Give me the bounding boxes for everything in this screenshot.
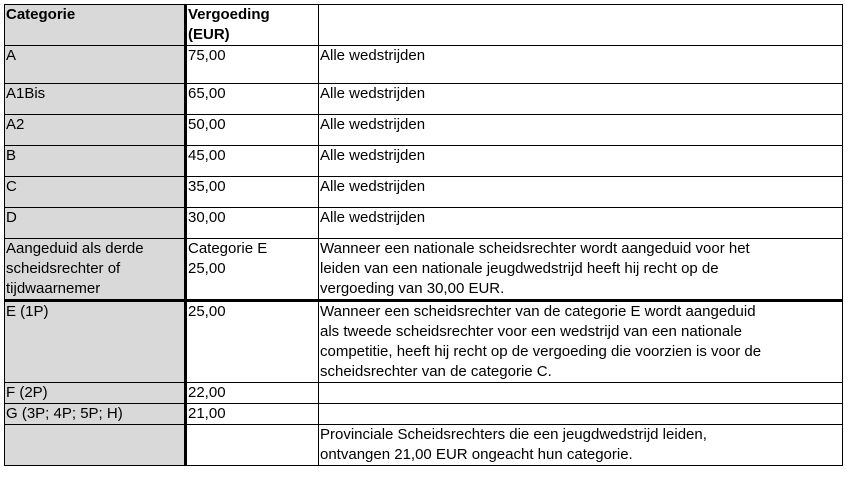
header-opmerking: [319, 5, 843, 46]
cell-vergoeding: 22,00: [186, 383, 319, 404]
cell-opmerking-line: leiden van een nationale jeugdwedstrijd heeft hij recht op de: [320, 260, 719, 277]
cell-opmerking-line: scheidsrechter van de categorie C.: [320, 363, 552, 380]
cell-opmerking-line: competitie, heeft hij recht op de vergoeding die voorzien is voor de: [320, 343, 762, 360]
header-vergoeding-line1: Vergoeding: [188, 6, 270, 23]
cell-vergoeding-line: Categorie E: [188, 240, 268, 257]
header-categorie: Categorie: [5, 5, 186, 46]
cell-categorie-line: Aangeduid als derde: [6, 240, 144, 257]
table-row: [5, 425, 843, 466]
cell-categorie: F (2P): [5, 383, 186, 404]
cell-opmerking: [319, 425, 843, 466]
cell-opmerking: Alle wedstrijden: [319, 146, 843, 177]
cell-opmerking: [319, 404, 843, 425]
table-row: [5, 115, 843, 146]
cell-opmerking: Alle wedstrijden: [319, 208, 843, 239]
cell-categorie: [5, 239, 186, 301]
cell-opmerking: [319, 383, 843, 404]
cell-opmerking-line: Wanneer een scheidsrechter van de categorie E wordt aangeduid: [320, 303, 756, 320]
table-row: [5, 146, 843, 177]
cell-vergoeding-line: 25,00: [188, 260, 226, 277]
cell-categorie: E (1P): [5, 301, 186, 383]
cell-categorie: C: [5, 177, 186, 208]
cell-vergoeding: [186, 239, 319, 301]
cell-opmerking: [319, 239, 843, 301]
cell-categorie: [5, 425, 186, 466]
cell-opmerking-line: vergoeding van 30,00 EUR.: [320, 280, 505, 297]
table-row: [5, 46, 843, 84]
cell-opmerking: Alle wedstrijden: [319, 84, 843, 115]
cell-opmerking-line: als tweede scheidsrechter voor een wedstrijd van een nationale: [320, 323, 742, 340]
cell-vergoeding: 50,00: [186, 115, 319, 146]
table-row: [5, 404, 843, 425]
cell-categorie-line: scheidsrechter of: [6, 260, 121, 277]
table-header-row: [5, 5, 843, 46]
cell-opmerking: Alle wedstrijden: [319, 46, 843, 84]
cell-categorie: A2: [5, 115, 186, 146]
cell-vergoeding: 30,00: [186, 208, 319, 239]
referee-fee-table: [4, 4, 843, 466]
cell-categorie: B: [5, 146, 186, 177]
table-row: [5, 239, 843, 301]
table-row: [5, 177, 843, 208]
cell-categorie: G (3P; 4P; 5P; H): [5, 404, 186, 425]
cell-vergoeding: 35,00: [186, 177, 319, 208]
cell-opmerking-line: ontvangen 21,00 EUR ongeacht hun categorie.: [320, 446, 633, 463]
header-vergoeding-line2: (EUR): [188, 26, 230, 43]
table-row: [5, 383, 843, 404]
cell-vergoeding: 21,00: [186, 404, 319, 425]
cell-opmerking: Alle wedstrijden: [319, 115, 843, 146]
header-vergoeding: [186, 5, 319, 46]
cell-categorie: D: [5, 208, 186, 239]
cell-categorie: A: [5, 46, 186, 84]
cell-vergoeding: 25,00: [186, 301, 319, 383]
cell-categorie-line: tijdwaarnemer: [6, 280, 101, 297]
cell-opmerking-line: Provinciale Scheidsrechters die een jeugdwedstrijd leiden,: [320, 426, 707, 443]
cell-categorie: A1Bis: [5, 84, 186, 115]
cell-vergoeding: [186, 425, 319, 466]
table-row: [5, 301, 843, 383]
cell-opmerking-line: Wanneer een nationale scheidsrechter wordt aangeduid voor het: [320, 240, 750, 257]
cell-opmerking: Alle wedstrijden: [319, 177, 843, 208]
table-row: [5, 84, 843, 115]
table-row: [5, 208, 843, 239]
cell-vergoeding: 45,00: [186, 146, 319, 177]
cell-vergoeding: 75,00: [186, 46, 319, 84]
cell-opmerking: [319, 301, 843, 383]
cell-vergoeding: 65,00: [186, 84, 319, 115]
